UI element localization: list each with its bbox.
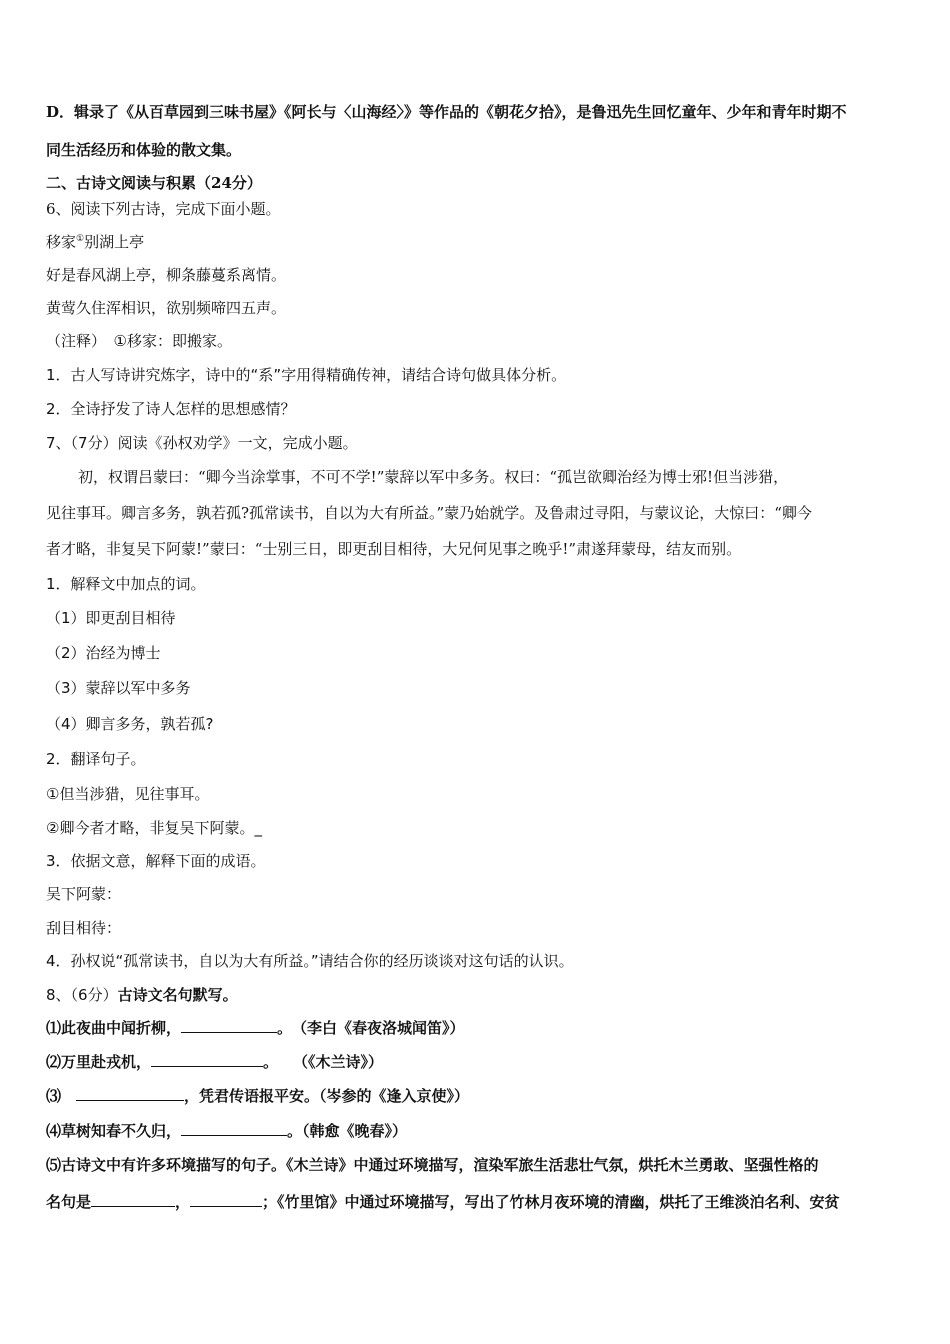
section-two-heading: 二、古诗文阅读与积累（24分） <box>46 174 262 192</box>
d-option-line-1: D．辑录了《从百草园到三味书屋》《阿长与〈山海经〉》等作品的《朝花夕拾》，是鲁迅先生回忆童年、少年和青年时期不 <box>46 103 847 121</box>
q8-item-1-text: ⑴此夜曲中闻折柳， <box>46 1019 182 1037</box>
q8-item-2-text: ⑵万里赴戎机， <box>46 1053 152 1071</box>
poem-line-2: 黄莺久住浑相识，欲别频啼四五声。 <box>46 299 287 317</box>
passage-line-1: 初，权谓吕蒙曰：“卿今当涂掌事，不可不学!”蒙辞以军中多务。权曰：“孤岂欲卿治经为博士邪!但当涉猎， <box>78 468 789 486</box>
q8-item-4-text: ⑷草树知春不久归， <box>46 1122 182 1140</box>
q7-question-1-a: （1）即更刮目相待 <box>46 609 176 627</box>
q7-question-4: 4．孙权说“孤常读书，自以为大有所益。”请结合你的经历谈谈对这句话的认识。 <box>46 952 574 970</box>
passage-line-2: 见往事耳。卿言多务，孰若孤?孤常读书，自以为大有所益。”蒙乃始就学。及鲁肃过寻阳，与蒙议论，大惊曰：“卿今 <box>46 504 812 522</box>
q7-question-3: 3．依据文意，解释下面的成语。 <box>46 852 266 870</box>
poem-line-1: 好是春风湖上亭，柳条藤蔓系离情。 <box>46 266 287 284</box>
q8-intro-score: 8、（6分） <box>46 986 118 1004</box>
q8-item-4-source: 。（韩愈《晚春》） <box>287 1122 408 1140</box>
q8-item-3 <box>46 1086 908 1106</box>
q7-question-3-a: 吴下阿蒙： <box>46 885 122 903</box>
q8-item-5-line-2 <box>46 1192 908 1212</box>
poem-title-note-mark: ① <box>76 234 85 244</box>
q7-question-2: 2．翻译句子。 <box>46 750 146 768</box>
q7-question-1: 1．解释文中加点的词。 <box>46 575 206 593</box>
q8-item-5-comma: ， <box>175 1193 191 1211</box>
q8-item-1-source: 。 （李白《春夜洛城闻笛》） <box>277 1019 465 1037</box>
poem-title-part-a: 移家 <box>46 233 77 251</box>
q6-question-1: 1．古人写诗讲究炼字，诗中的“系”字用得精确传神，请结合诗句做具体分析。 <box>46 366 567 384</box>
poem-note: （注释） ①移家：即搬家。 <box>46 332 232 350</box>
q8-item-5-blank-1[interactable] <box>91 1192 175 1207</box>
q8-intro-text: 古诗文名句默写。 <box>117 986 238 1004</box>
passage-line-3: 者才略，非复吴下阿蒙!”蒙曰：“士别三日，即更刮目相待，大兄何见事之晚乎!”肃遂拜蒙母，结友而别。 <box>46 540 742 558</box>
q8-item-2 <box>46 1052 908 1072</box>
q8-item-3-number: ⑶ <box>46 1087 77 1105</box>
q7-question-2-b: ②卿今者才略，非复吴下阿蒙。_ <box>46 819 262 837</box>
q6-intro: 6、阅读下列古诗，完成下面小题。 <box>46 200 281 218</box>
q8-item-3-blank[interactable] <box>76 1086 184 1101</box>
q8-item-5-label: 名句是 <box>46 1193 92 1211</box>
q8-item-4 <box>46 1121 908 1141</box>
q7-question-3-b: 刮目相待： <box>46 919 122 937</box>
q7-question-1-c: （3）蒙辞以军中多务 <box>46 679 191 697</box>
q8-item-4-blank[interactable] <box>181 1121 287 1136</box>
q8-item-2-source: 。 （《木兰诗》） <box>263 1053 384 1071</box>
q7-question-1-b: （2）治经为博士 <box>46 644 161 662</box>
q8-item-5-line-1: ⑸古诗文中有许多环境描写的句子。《木兰诗》中通过环境描写，渲染军旅生活悲壮气氛，烘托木兰勇敢、坚强性格的 <box>46 1156 819 1174</box>
q8-item-1-blank[interactable] <box>181 1018 277 1033</box>
d-option-line-2: 同生活经历和体验的散文集。 <box>46 141 242 159</box>
poem-title-part-b: 别湖上亭 <box>84 233 145 251</box>
q7-intro: 7、（7分）阅读《孙权劝学》一文，完成小题。 <box>46 434 358 452</box>
q8-item-2-blank[interactable] <box>151 1052 263 1067</box>
q8-item-5-blank-2[interactable] <box>190 1192 262 1207</box>
q7-question-1-d: （4）卿言多务，孰若孤? <box>46 715 214 733</box>
poem-title <box>46 232 908 252</box>
q8-item-5-text: ；《竹里馆》中通过环境描写，写出了竹林月夜环境的清幽，烘托了王维淡泊名利、安贫 <box>262 1193 840 1211</box>
q8-item-1 <box>46 1018 908 1038</box>
q6-question-2: 2．全诗抒发了诗人怎样的思想感情？ <box>46 400 296 418</box>
q7-question-2-a: ①但当涉猎，见往事耳。 <box>46 785 210 803</box>
q8-intro <box>46 985 908 1005</box>
q8-item-3-text: ，凭君传语报平安。（岑参的《逢入京使》） <box>184 1087 470 1105</box>
